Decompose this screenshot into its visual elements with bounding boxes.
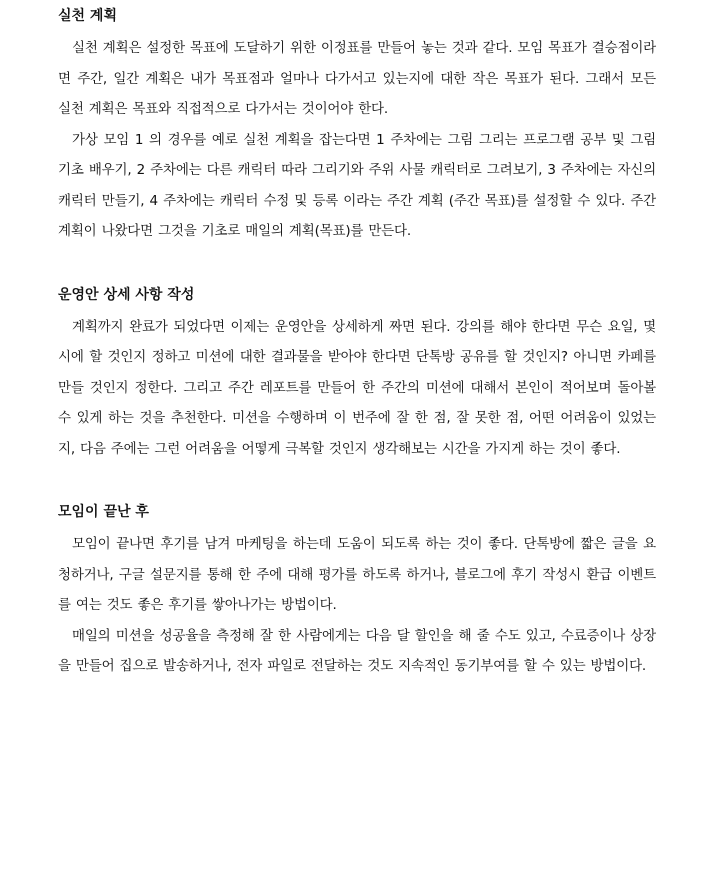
document-page bbox=[0, 2, 718, 888]
section-title: 운영안 상세 사항 작성 bbox=[58, 286, 195, 303]
section-operation-details bbox=[58, 281, 656, 465]
paragraph: 가상 모임 1 의 경우를 예로 실천 계획을 잡는다면 1 주차에는 그림 그리는 프로그램 공부 및 그림 기초 배우기, 2 주차에는 다른 캐릭터 따라 그리기와 주위 사물 캐릭터로 그려보기, 3 주차에는 자신의 캐릭터 만들기, 4 주차에는 캐릭터 수정 및 등록 이라는 주간 계획 (주간 목표)를 설정할 수 있다. 주간 계획이 나왔다면 그것을 기초로 매일의 계획(목표)를 만든다. bbox=[58, 131, 656, 239]
paragraph: 매일의 미션을 성공율을 측정해 잘 한 사람에게는 다음 달 할인을 해 줄 수도 있고, 수료증이나 상장을 만들어 집으로 발송하거나, 전자 파일로 전달하는 것도 지속적인 동기부여를 할 수 있는 방법이다. bbox=[58, 627, 656, 674]
section-title: 모임이 끝난 후 bbox=[58, 504, 149, 520]
section-after-meeting bbox=[58, 498, 656, 682]
section-practice-plan bbox=[58, 2, 656, 247]
section-title: 실천 계획 bbox=[58, 8, 117, 24]
paragraph: 실천 계획은 설정한 목표에 도달하기 위한 이정표를 만들어 놓는 것과 같다. 모임 목표가 결승점이라면 주간, 일간 계획은 내가 목표점과 얼마나 다가서고 있는지에 대한 작은 목표가 된다. 그래서 모든 실천 계획은 목표와 직접적으로 다가서는 것이어야 한다. bbox=[58, 40, 656, 117]
paragraph: 모임이 끝나면 후기를 남겨 마케팅을 하는데 도움이 되도록 하는 것이 좋다. 단톡방에 짧은 글을 요청하거나, 구글 설문지를 통해 한 주에 대해 평가를 하도록 하거나, 블로그에 후기 작성시 환급 이벤트를 여는 것도 좋은 후기를 쌓아나가는 방법이다. bbox=[58, 536, 656, 613]
paragraph: 계획까지 완료가 되었다면 이제는 운영안을 상세하게 짜면 된다. 강의를 해야 한다면 무슨 요일, 몇 시에 할 것인지 정하고 미션에 대한 결과물을 받아야 한다면 단톡방 공유를 할 것인지? 아니면 카페를 만들 것인지 정한다. 그리고 주간 레포트를 만들어 한 주간의 미션에 대해서 본인이 적어보며 돌아볼 수 있게 하는 것을 추천한다. 미션을 수행하며 이 번주에 잘 한 점, 잘 못한 점, 어떤 어려움이 있었는지, 다음 주에는 그런 어려움을 어떻게 극복할 것인지 생각해보는 시간을 가지게 하는 것이 좋다. bbox=[58, 318, 656, 457]
